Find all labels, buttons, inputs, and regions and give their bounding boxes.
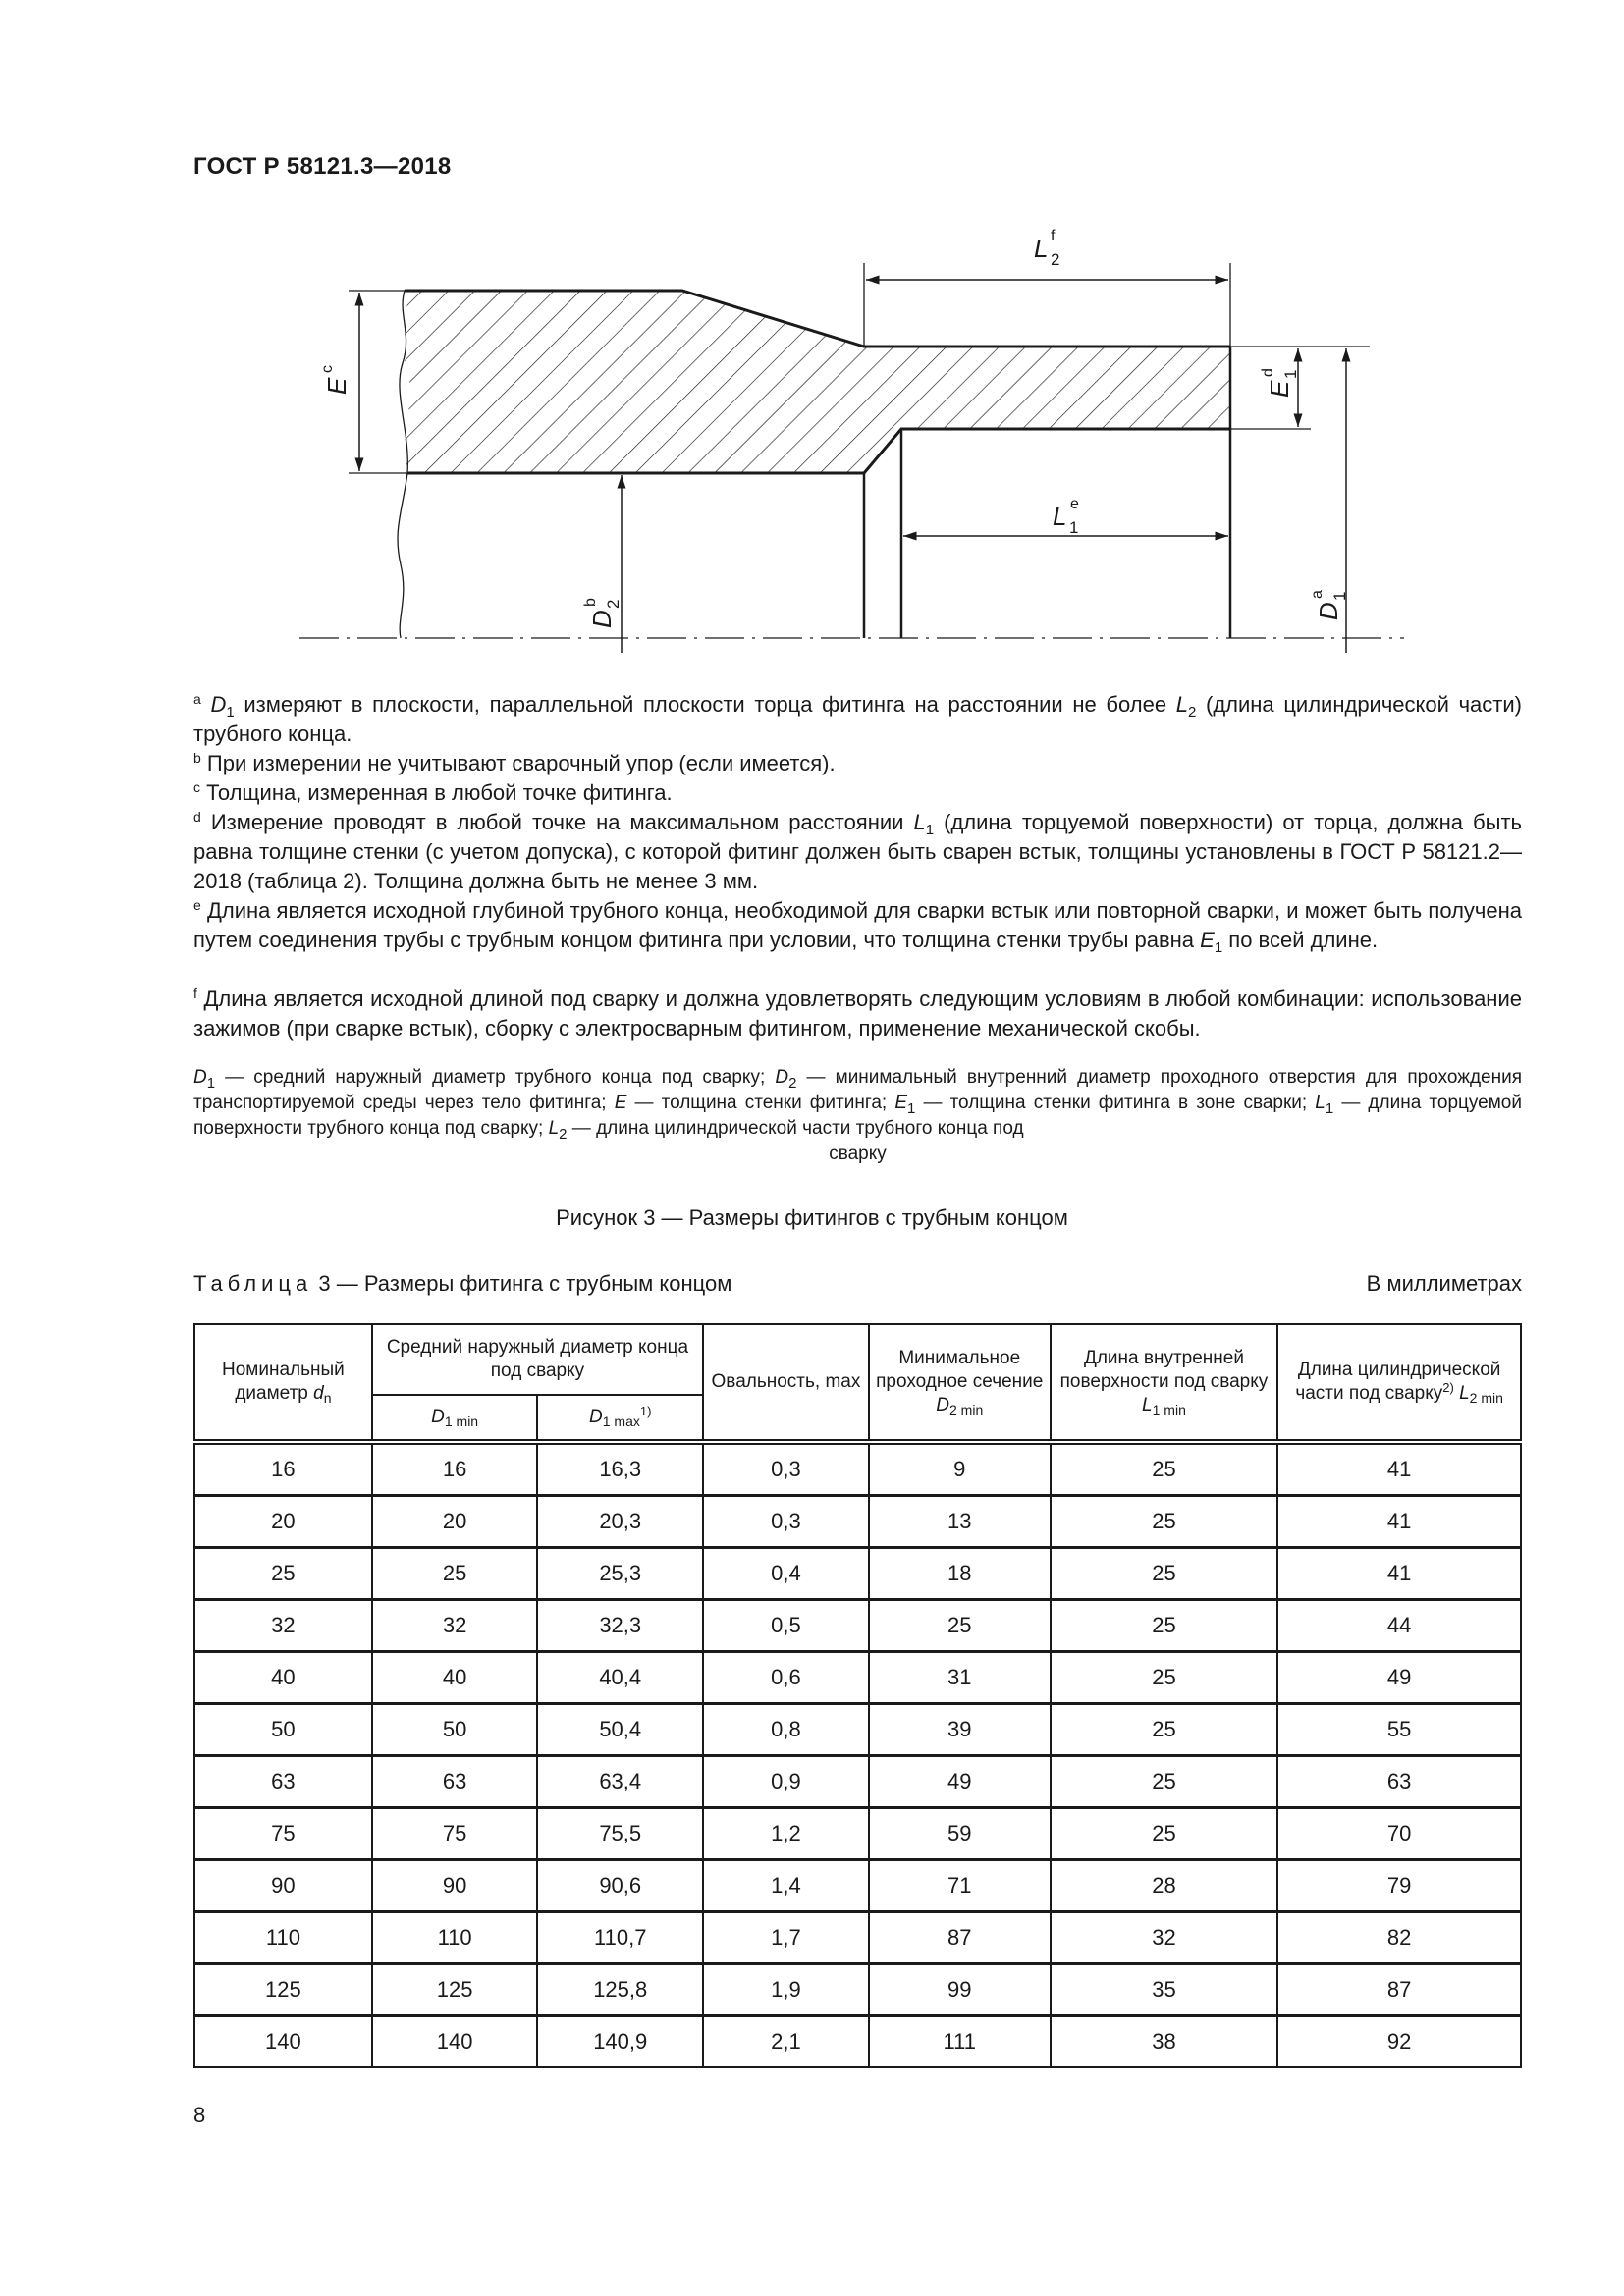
table-cell: 125 xyxy=(194,1964,372,2016)
table-cell: 16 xyxy=(194,1442,372,1496)
table-cell: 25 xyxy=(869,1600,1051,1652)
table-row xyxy=(194,1860,1521,1912)
fitting-dimension-drawing xyxy=(0,0,1624,687)
table-cell: 90,6 xyxy=(537,1860,703,1912)
table-cell: 79 xyxy=(1277,1860,1521,1912)
svg-text:D: D xyxy=(1314,602,1343,620)
table-cell: 110 xyxy=(194,1912,372,1964)
table-cell: 25 xyxy=(1051,1704,1278,1756)
table-cell: 13 xyxy=(869,1496,1051,1548)
hatched-section xyxy=(404,291,1230,473)
table-cell: 90 xyxy=(372,1860,538,1912)
table-cell: 140 xyxy=(194,2016,372,2068)
table-cell: 32,3 xyxy=(537,1600,703,1652)
dimension-label-d2 xyxy=(582,598,623,628)
figure-legend: $D_1$ — средний наружный диаметр трубного конца под сварку; $D_2$ — минимальный внутренний диаметр проходного отверстия для прохождения транспортируемой среды через тело фитинга; E — толщина стенки фитинга; $E_1$ — толщина стенки фитинга в зоне сварки; $L_1$ — длина торцуемой поверхности трубного конца под сварку; $L_2$ — длина цилиндрической части трубного конца под сварку xyxy=(193,1067,1522,1164)
table-cell: 82 xyxy=(1277,1912,1521,1964)
table-cell: 35 xyxy=(1051,1964,1278,2016)
header-d1-max: $D_{1 max}^{1)}$ xyxy=(537,1395,703,1442)
table-cell: 110,7 xyxy=(537,1912,703,1964)
table-row xyxy=(194,1912,1521,1964)
table-cell: 39 xyxy=(869,1704,1051,1756)
table-cell: 110 xyxy=(372,1912,538,1964)
table-row xyxy=(194,1964,1521,2016)
table-cell: 41 xyxy=(1277,1442,1521,1496)
header-d1-min: $D_{1 min}$ xyxy=(372,1395,538,1442)
table-cell: 125 xyxy=(372,1964,538,2016)
table-cell: 9 xyxy=(869,1442,1051,1496)
table-cell: 50 xyxy=(194,1704,372,1756)
table-cell: 1,2 xyxy=(703,1808,869,1860)
table-cell: 40,4 xyxy=(537,1652,703,1704)
table-cell: 92 xyxy=(1277,2016,1521,2068)
table-cell: 32 xyxy=(372,1600,538,1652)
svg-text:b: b xyxy=(582,598,599,607)
table-cell: 40 xyxy=(372,1652,538,1704)
header-cylindrical-length: Длина цилиндрической части под сварку$^{2)}$ $L_{2 min}$ xyxy=(1277,1324,1521,1442)
footnote-f: $^f$ Длина является исходной длиной под сварку и должна удовлетворять следующим условиям в любой комбинации: использование зажимов (при сварке встык), сборку с электросварным фитингом, применение механической скобы. xyxy=(193,986,1522,1041)
table-cell: 20 xyxy=(372,1496,538,1548)
table-cell: 63 xyxy=(1277,1756,1521,1808)
table-cell: 1,4 xyxy=(703,1860,869,1912)
table-cell: 0,9 xyxy=(703,1756,869,1808)
table-row xyxy=(194,1704,1521,1756)
footnote-b: $^b$ При измерении не учитывают сварочный упор (если имеется). xyxy=(193,750,836,775)
header-ovality: Овальность, max xyxy=(703,1324,869,1442)
table-cell: 63 xyxy=(372,1756,538,1808)
table-cell: 38 xyxy=(1051,2016,1278,2068)
table-cell: 87 xyxy=(1277,1964,1521,2016)
dimension-label-l1 xyxy=(1053,496,1079,537)
svg-text:1: 1 xyxy=(1069,518,1079,537)
figure-caption: Рисунок 3 — Размеры фитингов с трубным концом xyxy=(556,1205,1068,1230)
table-cell: 31 xyxy=(869,1652,1051,1704)
dimension-label-e xyxy=(319,365,352,395)
table-cell: 25 xyxy=(372,1548,538,1600)
table-cell: 25,3 xyxy=(537,1548,703,1600)
header-inner-length: Длина внутренней поверхности под сварку $L_{1 min}$ xyxy=(1051,1324,1278,1442)
table-cell: 20 xyxy=(194,1496,372,1548)
table-row xyxy=(194,2016,1521,2068)
page-number: 8 xyxy=(193,2103,206,2127)
table-row xyxy=(194,1652,1521,1704)
table-cell: 32 xyxy=(1051,1912,1278,1964)
table-cell: 2,1 xyxy=(703,2016,869,2068)
table-cell: 0,6 xyxy=(703,1652,869,1704)
svg-text:f: f xyxy=(1051,228,1056,244)
table-row xyxy=(194,1808,1521,1860)
table-cell: 75 xyxy=(194,1808,372,1860)
table-cell: 63,4 xyxy=(537,1756,703,1808)
table-cell: 28 xyxy=(1051,1860,1278,1912)
table-row xyxy=(194,1442,1521,1496)
table-body xyxy=(194,1442,1521,2067)
table-cell: 70 xyxy=(1277,1808,1521,1860)
document-code-header: ГОСТ Р 58121.3—2018 xyxy=(193,153,452,180)
table-cell: 75 xyxy=(372,1808,538,1860)
table-cell: 1,9 xyxy=(703,1964,869,2016)
footnote-e: $^e$ Длина является исходной глубиной трубного конца, необходимой для сварки встык или повторной сварки, и может быть получена путем соединения трубы с трубным концом фитинга при условии, что толщина стенки трубы равна $E_1$ по всей длине. xyxy=(193,897,1522,956)
svg-text:L: L xyxy=(1034,234,1049,263)
table-cell: 75,5 xyxy=(537,1808,703,1860)
table-cell: 140,9 xyxy=(537,2016,703,2068)
table-cell: 25 xyxy=(1051,1442,1278,1496)
dimension-label-l2 xyxy=(1034,228,1059,269)
table-units-note: В миллиметрах xyxy=(1366,1271,1522,1296)
header-min-bore: Минимальное проходное сечение $D_{2 min}$ xyxy=(869,1324,1051,1442)
table-cell: 20,3 xyxy=(537,1496,703,1548)
table-cell: 41 xyxy=(1277,1548,1521,1600)
table-cell: 0,8 xyxy=(703,1704,869,1756)
table-cell: 111 xyxy=(869,2016,1051,2068)
table-cell: 71 xyxy=(869,1860,1051,1912)
table-cell: 63 xyxy=(194,1756,372,1808)
svg-text:D: D xyxy=(587,610,617,628)
svg-text:1: 1 xyxy=(1281,369,1300,379)
svg-text:E: E xyxy=(1265,380,1294,398)
table-row xyxy=(194,1756,1521,1808)
footnote-c: $^c$ Толщина, измеренная в любой точке фитинга. xyxy=(193,779,673,805)
svg-text:2: 2 xyxy=(1051,250,1060,269)
table-row xyxy=(194,1600,1521,1652)
table-cell: 16,3 xyxy=(537,1442,703,1496)
table-cell: 40 xyxy=(194,1652,372,1704)
table-cell: 0,3 xyxy=(703,1496,869,1548)
dimension-label-e1 xyxy=(1260,368,1300,398)
table-cell: 0,4 xyxy=(703,1548,869,1600)
table-cell: 99 xyxy=(869,1964,1051,2016)
table-cell: 55 xyxy=(1277,1704,1521,1756)
table-cell: 0,3 xyxy=(703,1442,869,1496)
table-cell: 49 xyxy=(1277,1652,1521,1704)
table-cell: 125,8 xyxy=(537,1964,703,2016)
table-cell: 25 xyxy=(1051,1548,1278,1600)
footnote-a: $^a$ $D_1$ измеряют в плоскости, параллельной плоскости торца фитинга на расстоянии не более $L_2$ (длина цилиндрической части) трубного конца. xyxy=(193,691,1522,746)
svg-text:a: a xyxy=(1309,590,1326,599)
table-row xyxy=(194,1548,1521,1600)
svg-text:d: d xyxy=(1260,368,1276,377)
table-cell: 90 xyxy=(194,1860,372,1912)
footnote-d: $^d$ Измерение проводят в любой точке на максимальном расстоянии $L_1$ (длина торцуемой поверхности) от торца, должна быть равна толщине стенки (с учетом допуска), с которой фитинг должен быть сварен встык, толщины установлены в ГОСТ Р 58121.2—2018 (таблица 2). Толщина должна быть не менее 3 мм. xyxy=(193,809,1522,893)
table-cell: 25 xyxy=(1051,1652,1278,1704)
svg-text:c: c xyxy=(319,365,336,373)
table-cell: 0,5 xyxy=(703,1600,869,1652)
svg-text:2: 2 xyxy=(604,599,623,609)
header-mean-outer-diameter: Средний наружный диаметр конца под сварку xyxy=(372,1324,703,1395)
table-cell: 25 xyxy=(1051,1756,1278,1808)
table-caption: Таблица 3 — Размеры фитинга с трубным концом xyxy=(193,1271,732,1296)
table-cell: 49 xyxy=(869,1756,1051,1808)
table-cell: 16 xyxy=(372,1442,538,1496)
table-row xyxy=(194,1496,1521,1548)
header-nominal-diameter: Номинальный диаметр $d_n$ xyxy=(194,1324,372,1442)
svg-text:e: e xyxy=(1070,496,1079,512)
svg-text:E: E xyxy=(322,377,352,395)
table-cell: 50 xyxy=(372,1704,538,1756)
svg-text:L: L xyxy=(1053,502,1067,531)
table-cell: 25 xyxy=(1051,1600,1278,1652)
table-cell: 87 xyxy=(869,1912,1051,1964)
table-cell: 41 xyxy=(1277,1496,1521,1548)
dimension-label-d1 xyxy=(1309,590,1349,620)
table-cell: 59 xyxy=(869,1808,1051,1860)
svg-text:1: 1 xyxy=(1330,591,1349,601)
table-cell: 25 xyxy=(1051,1496,1278,1548)
table-cell: 25 xyxy=(1051,1808,1278,1860)
table-cell: 44 xyxy=(1277,1600,1521,1652)
table-cell: 32 xyxy=(194,1600,372,1652)
table-cell: 50,4 xyxy=(537,1704,703,1756)
dimensions-table xyxy=(193,1323,1522,2068)
table-cell: 25 xyxy=(194,1548,372,1600)
table-cell: 18 xyxy=(869,1548,1051,1600)
table-cell: 1,7 xyxy=(703,1912,869,1964)
table-cell: 140 xyxy=(372,2016,538,2068)
